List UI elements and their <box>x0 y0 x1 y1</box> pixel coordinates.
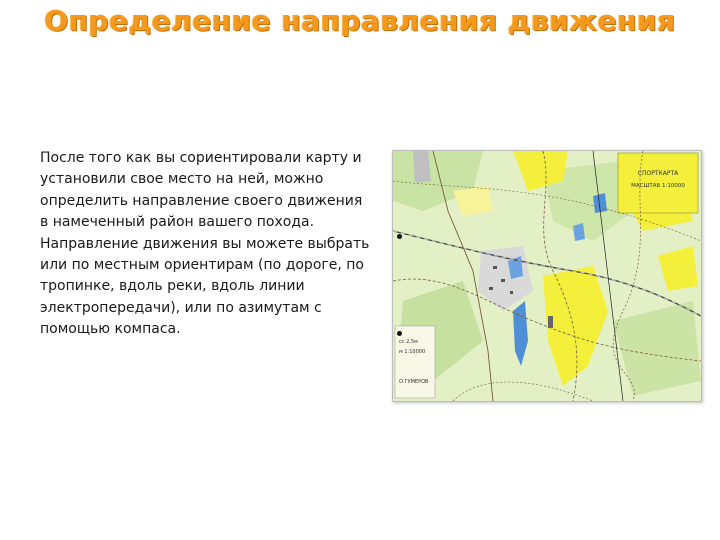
legend-title: СПОРТКАРТА <box>637 170 679 177</box>
building-mark <box>510 291 513 294</box>
map-legend-side <box>395 326 435 398</box>
slide-title: Определение направления движения <box>44 4 676 37</box>
water-body <box>573 223 585 241</box>
legend-contour: сс 2,5м <box>399 339 418 345</box>
map-graphic <box>393 151 701 401</box>
building-mark <box>501 279 505 282</box>
legend-scale-num: м 1:10000 <box>399 349 426 355</box>
legend-scale: МАСШТАБ 1:10000 <box>631 183 685 189</box>
building-mark <box>489 287 493 290</box>
legend-author: О.ГУМЕРОВ <box>399 379 429 385</box>
built-area <box>413 151 431 183</box>
orienteering-map <box>392 150 702 402</box>
map-edge-dot <box>397 331 402 336</box>
building-mark <box>493 266 497 269</box>
map-edge-dot <box>397 234 402 239</box>
building-mark <box>548 316 553 328</box>
body-paragraph: После того как вы сориентировали карту и установили свое место на ней, можно определить направление своего движения в намеченный район вашего похода. Направление движения вы можете выбрать или по местным ориентирам (по дороге, по тропинке, вдоль реки, вдоль линии электропередачи), или по азимутам с помощью компаса. <box>40 150 370 338</box>
